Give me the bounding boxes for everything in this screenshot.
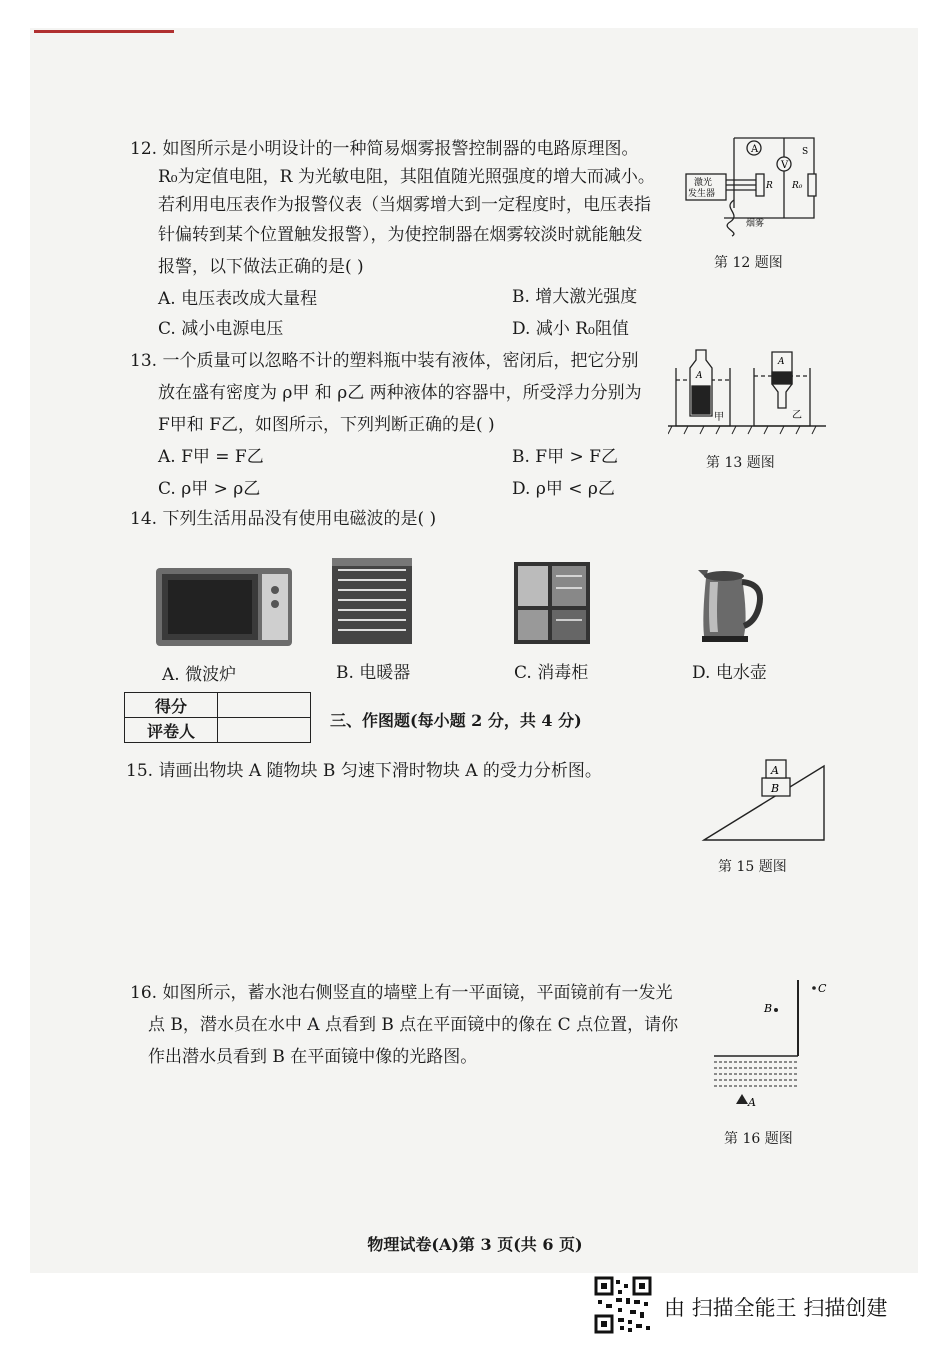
- container-yi-label: 乙: [792, 410, 802, 421]
- q13-bottles-figure: [668, 346, 828, 438]
- q13-line-1: 13. 一个质量可以忽略不计的塑料瓶中装有液体，密闭后，把它分别: [130, 351, 639, 371]
- q15-line: 15. 请画出物块 A 随物块 B 匀速下滑时物块 A 的受力分析图。: [126, 761, 602, 781]
- q16-caption: 第 16 题图: [724, 1131, 793, 1147]
- section-3-heading: 三、作图题(每小题 2 分，共 4 分): [330, 711, 582, 730]
- q15-caption: 第 15 题图: [718, 859, 787, 875]
- container-jia-label: 甲: [714, 412, 724, 423]
- top-edge-mark: [34, 30, 174, 33]
- score-box: [124, 692, 311, 743]
- q12-circuit-figure: [684, 128, 828, 240]
- q13-option-a: A. F甲 = F乙: [158, 447, 264, 467]
- scanner-watermark: 由 扫描全能王 扫描创建: [664, 1296, 888, 1320]
- score-label: 得分: [125, 693, 218, 718]
- q13-line-2: 放在盛有密度为 ρ甲 和 ρ乙 两种液体的容器中，所受浮力分别为: [158, 383, 642, 403]
- electric-heater-photo: [330, 556, 414, 648]
- q13-line-3: F甲和 F乙，如图所示，下列判断正确的是( ): [158, 415, 495, 435]
- laser-label: 激光: [694, 178, 713, 188]
- r-label: R: [766, 181, 773, 191]
- disinfection-cabinet-photo: [512, 560, 592, 646]
- q13-caption: 第 13 题图: [706, 455, 775, 471]
- bottle-a-label-2: A: [778, 357, 785, 367]
- q15-incline-figure: [700, 756, 830, 844]
- point-c-label: C: [818, 982, 827, 995]
- q12-option-d: D. 减小 R₀阻值: [512, 319, 629, 339]
- grader-field: [218, 718, 311, 743]
- q12-option-a: A. 电压表改成大量程: [158, 289, 318, 309]
- r0-label: R₀: [792, 181, 803, 191]
- electric-kettle-photo: [692, 556, 768, 646]
- q12-option-b: B. 增大激光强度: [512, 287, 638, 307]
- q16-line-1: 16. 如图所示，蓄水池右侧竖直的墙壁上有一平面镜，平面镜前有一发光: [130, 983, 673, 1003]
- q14-option-b: B. 电暖器: [336, 663, 411, 683]
- bottle-a-label-1: A: [696, 371, 703, 381]
- q16-line-2: 点 B，潜水员在水中 A 点看到 B 点在平面镜中的像在 C 点位置，请你: [148, 1015, 679, 1035]
- q12-caption: 第 12 题图: [714, 255, 783, 271]
- switch-label: S: [802, 147, 809, 157]
- q12-option-c: C. 减小电源电压: [158, 319, 284, 339]
- q14-line: 14. 下列生活用品没有使用电磁波的是( ): [130, 509, 437, 529]
- ammeter-label: A: [751, 144, 759, 155]
- q16-line-3: 作出潜水员看到 B 在平面镜中像的光路图。: [148, 1047, 478, 1067]
- voltmeter-label: V: [781, 160, 789, 171]
- score-field: [218, 693, 311, 718]
- q12-line-2: R₀为定值电阻，R 为光敏电阻，其阻值随光照强度的增大而减小。: [158, 167, 655, 187]
- q14-option-d: D. 电水壶: [692, 663, 767, 683]
- microwave-photo: [154, 566, 294, 650]
- point-a-label: A: [748, 1096, 756, 1109]
- block-b-label: B: [771, 782, 780, 795]
- qr-code-icon: [594, 1276, 652, 1334]
- q13-option-d: D. ρ甲 < ρ乙: [512, 479, 615, 499]
- q13-option-c: C. ρ甲 > ρ乙: [158, 479, 261, 499]
- grader-label: 评卷人: [125, 718, 218, 743]
- q13-option-b: B. F甲 > F乙: [512, 447, 618, 467]
- q14-option-c: C. 消毒柜: [514, 663, 589, 683]
- laser-label-2: 发生器: [688, 189, 716, 199]
- smoke-label: 烟雾: [746, 219, 765, 229]
- q12-line-3: 若利用电压表作为报警仪表（当烟雾增大到一定程度时，电压表指: [158, 195, 651, 215]
- q12-line-4: 针偏转到某个位置触发报警），为使控制器在烟雾较淡时就能触发: [158, 225, 643, 245]
- q16-pool-figure: [708, 976, 832, 1116]
- point-b-label: B: [764, 1002, 773, 1015]
- q12-line-1: 12. 如图所示是小明设计的一种简易烟雾报警控制器的电路原理图。: [130, 139, 639, 159]
- q14-option-a: A. 微波炉: [162, 665, 237, 685]
- page-footer: 物理试卷(A)第 3 页(共 6 页): [367, 1235, 583, 1254]
- q12-line-5: 报警，以下做法正确的是( ): [158, 257, 364, 277]
- block-a-label: A: [771, 764, 779, 777]
